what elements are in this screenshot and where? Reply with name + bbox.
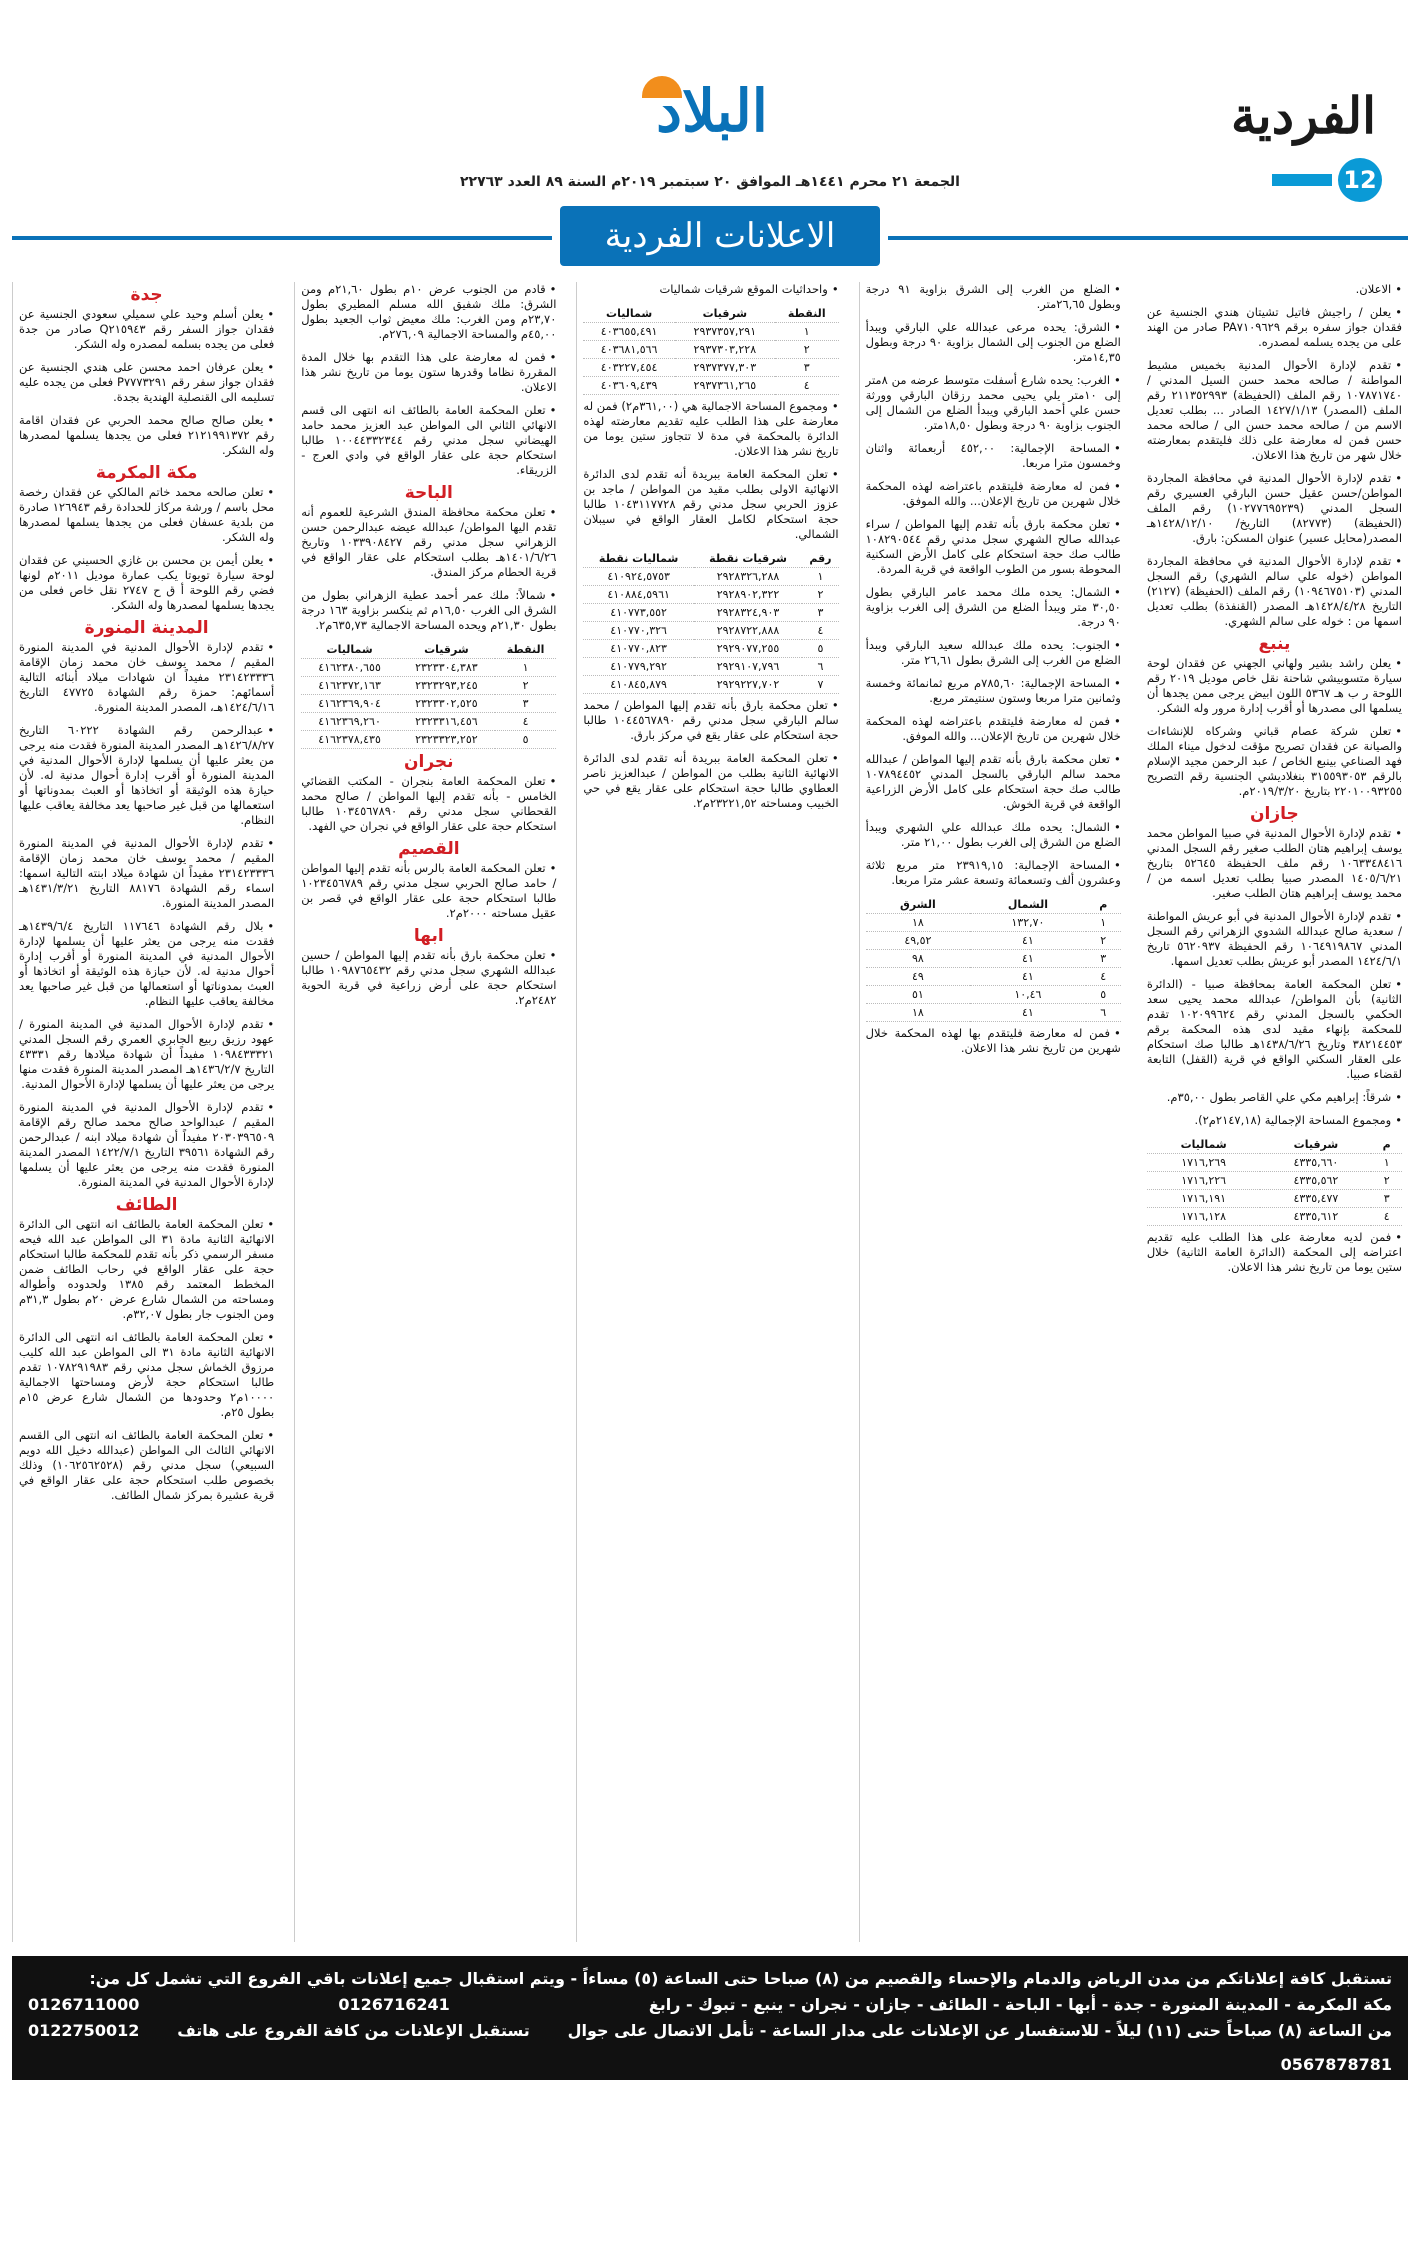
classified-ad: • تعلن محكمة بارق بأنه تقدم إليها المواطن / محمد سالم البارقي سجل مدني رقم ١٠٤٤٥٦٧٨٩٠ طالبا حجة استحكام على عقار يقع في مركز بارق. [583, 698, 838, 743]
footer-mobile[interactable]: 0567878781 [1280, 2055, 1392, 2074]
table-cell: ٢ [495, 677, 557, 695]
classified-ad: • تعلن المحكمة العامة بالطائف انه انتهى الى قسم الانهائي الثاني الى المواطن عبد العزيز محمد حامد الهيضاني سجل مدني رقم ١٠٠٤٤٣٣٢٣٤٤ طالبا استحكام حجة على عقار الواقع في وادي العرج - الزريقاء. [301, 403, 556, 478]
classified-ad: • المساحة الإجمالية: ٤٥٢,٠٠ أربعمائة واثنان وخمسون مترا مربعا. [866, 441, 1121, 471]
table-cell: ٤٩ [866, 968, 971, 986]
table-cell: ١٧١٦,١٢٨ [1147, 1208, 1261, 1226]
coordinates-table [301, 641, 556, 749]
classified-ad: • بلال رقم الشهادة ١١٧٦٤٦ التاريخ ١٤٣٩/٦/٤هـ فقدت منه يرجى من يعثر عليها أن يسلمها لإدارة الأحوال المدنية في المدينة المنورة أو أقرب إدارة أحوال مدنية له. لأن حيازة هذه الوثيقة أو اتخاذها أو العبث بمدوناتها أو استعمالها من قبل غير صاحبها يعد مخالفة يعاقب عليها النظام. [19, 919, 274, 1009]
city-heading: الباحة [404, 483, 453, 503]
table-cell: ٤٠٣٦٠٩,٤٣٩ [583, 377, 674, 395]
table-cell: ١ [1371, 1154, 1402, 1172]
classified-ad: • تقدم لإدارة الأحوال المدنية في المدينة المنورة المقيم / عبدالواحد صالح محمد صالح رقم الإقامة ٢٠٣٠٣٩٦٥٠٩ مفيداً أن شهادة ميلاد ابنه / عبدالرحمن رقم الشهادة ٣٩٥٦١ التاريخ ١٤٢٢/٧/١ المصدر المدينة المنورة فقدت منه يرجى من يعثر عليها أن يسلمها لإدارة الأحوال المدنية في المدينة المنورة. [19, 1100, 274, 1190]
classified-ad: • تعلن المحكمة العامة بالرس بأنه تقدم إليها المواطن / حامد صالح الحربي سجل مدني رقم ١٠٢٣٤٥٦٧٨٩ طالبا استحكام حجة على عقار الواقع في قصر بن عقيل مساحته ٢٠٠٠م٢. [301, 861, 556, 921]
table-row [1147, 1208, 1402, 1226]
banner-rule-right [888, 236, 1408, 240]
classified-ad: • الشمال: يحده ملك عبدالله علي الشهري ويبدأ الضلع من الشرق إلى الغرب بطول ٢١,٠٠ متر. [866, 820, 1121, 850]
classified-ad: • تقدم لإدارة الأحوال المدنية في المدينة المنورة / عهود رزيق ربيع الجابري العمري رقم السجل المدني ١٠٩٨٤٣٣٣٢١ مفيداً أن شهادة ميلادها رقم ٤٣٣٣١ التاريخ ١٤٣٦/٢/٧هـ المصدر المدينة المنورة فقدت منها يرجى من يعثر عليها أن يسلمها لإدارة الأحوال المدنية. [19, 1017, 274, 1092]
table-cell: ٤٠٣٢٢٧,٤٥٤ [583, 359, 674, 377]
table-header-cell: النقطة [495, 641, 557, 659]
table-row [583, 604, 838, 622]
table-cell: ١٧١٦,١٩١ [1147, 1190, 1261, 1208]
table-cell: ٤١٠٧٧٠,٨٢٣ [583, 640, 693, 658]
classified-ad: • تقدم لإدارة الأحوال المدنية في محافظة المجاردة المواطن/حسن عقيل حسن البارقي العسيري رقم السجل المدني (١٠٢٧٧٦٩٥٢٣٩) رقم الملف (الحفيظة) (٨٢٧٧٣) التاريخ/ ١٤٢٨/١٢/١٠هـ المصدر(محايل عسير) عنوان المسكن: بارق. [1147, 471, 1402, 546]
table-cell: ٢٩٢٩٠٧٧,٢٥٥ [694, 640, 802, 658]
table-cell: ٤١٠٧٧٠,٣٢٦ [583, 622, 693, 640]
city-heading: نجران [404, 752, 454, 772]
coordinates-table [583, 550, 838, 694]
ad-column [294, 282, 562, 1942]
table-cell: ٢٩٢٨٣٢٤,٩٠٣ [694, 604, 802, 622]
ad-column [859, 282, 1127, 1942]
table-cell: ٦ [802, 658, 838, 676]
table-cell: ٥ [495, 731, 557, 749]
classified-ad: • الاعلان. [1147, 282, 1402, 297]
table-row [583, 359, 838, 377]
classified-ad: • تعلن المحكمة العامة بنجران - المكتب القضائي الخامس - بأنه تقدم إليها المواطن / صالح محمد القحطاني سجل مدني رقم ١٠٣٤٥٦٧٨٩٠ طالبا استحكام حجة على عقار الواقع في نجران حي الفهد. [301, 774, 556, 834]
table-cell: ٤ [775, 377, 839, 395]
table-cell: ٤١ [970, 968, 1085, 986]
classified-ad: • تعلن المحكمة العامة بمحافظة صبيا - (الدائرة الثانية) بأن المواطن/ عبدالله محمد يحيى سعد الحكمي بالسجل المدني رقم ١٠٢٠٩٩٦٢٤ تقدم للمحكمة بإنهاء مقيد لدى هذه المحكمة برقم ٣٨٢١٤٤٥٣ وتاريخ ١٤٣٨/٦/٢٦هـ طالبا صك استحكام على العقار السكني الواقع في قرية (القفل) التابعة لقضاء صبيا. [1147, 977, 1402, 1082]
classified-ad: • تقدم لإدارة الأحوال المدنية في المدينة المنورة المقيم / محمد يوسف خان محمد زمان الإقامة ٢٣١٤٢٣٣٣٦ مفيداً ان شهادات ميلاد أبنائه التالية أسمائهم: حمزة رقم الشهادة ٤٧٧٢٥ التاريخ ١٤٢٤/٦/١٦هـ، المصدر المدينة المنورة. [19, 640, 274, 715]
table-header-cell: شرقيات [1260, 1136, 1371, 1154]
classified-ad: • يعلن أيمن بن محسن بن غازي الحسيني عن فقدان لوحة سيارة تويوتا يكب عمارة موديل ٢٠١١م لونها فضي رقم اللوحة أ ق ح ٢٧٤٧ نقل خاص فعلى من يجدها يسلمها لمصدرها وله الشكر. [19, 553, 274, 613]
table-cell: ١٧١٦,٢٢٦ [1147, 1172, 1261, 1190]
classified-ad: • تعلن محكمة بارق بأنه تقدم إليها المواطن / عبدالله محمد سالم البارقي بالسجل المدني ١٠٧٨٩٤٤٥٢ طالب صك حجة استحكام على كامل الأرض الزراعية الواقعة في قرية الخوش. [866, 752, 1121, 812]
classified-ad: • المساحة الإجمالية: ٧٨٥,٦٠م مربع ثمانمائة وخمسة وثمانين مترا مربعا وستون سنتيمتر مربع. [866, 676, 1121, 706]
table-cell: ٣ [775, 359, 839, 377]
classified-ad: • يعلن صالح صالح محمد الحربي عن فقدان اقامة رقم ٢١٢١٩٩١٣٧٢ فعلى من يجدها يسلمها لمصدرها وله الشكر. [19, 413, 274, 458]
table-header-cell: شرقيات نقطة [694, 550, 802, 568]
table-cell: ٤٣٣٥,٥٦٢ [1260, 1172, 1371, 1190]
classified-ad: • فمن له معارضة فليتقدم بها لهذه المحكمة خلال شهرين من تاريخ نشر هذا الاعلان. [866, 1026, 1121, 1056]
table-cell: ٢ [802, 586, 838, 604]
classified-ad: • تعلن المحكمة العامة بالطائف انه انتهى الى الدائرة الانهائية الثانية مادة ٣١ الى المواطن عبد الله كليب مرزوق الخماش سجل مدني رقم ١٠٧٨٢٩١٩٨٣ تقدم طالبا استحكام حجة لأرض ومساحتها الاجمالية ١٠٠٠٠م٢ وحدودها من الشمال شارع عرض ١٥م بطول ٢٥م. [19, 1330, 274, 1420]
table-header-row [1147, 1136, 1402, 1154]
city-heading: ابها [413, 926, 444, 946]
table-header-cell: رقم [802, 550, 838, 568]
table-row [1147, 1190, 1402, 1208]
table-row [301, 677, 556, 695]
table-cell: ٣ [802, 604, 838, 622]
table-cell: ٢ [1086, 932, 1121, 950]
table-row [583, 377, 838, 395]
city-heading: مكة المكرمة [95, 463, 198, 483]
table-row [583, 568, 838, 586]
table-row [583, 676, 838, 694]
table-cell: ٤ [1371, 1208, 1402, 1226]
dateline: الجمعة ٢١ محرم ١٤٤١هـ الموافق ٢٠ سبتمبر ٢٠١٩م السنة ٨٩ العدد ٢٢٧٦٣ [460, 174, 960, 190]
classified-ad: • عبدالرحمن رقم الشهادة ٦٠٢٢٢ التاريخ ١٤٢٦/٨/٢٧هـ المصدر المدينة المنورة فقدت منه يرجى من يعثر عليها أن يسلمها لإدارة الأحوال المدنية في المدينة المنورة أو أقرب إدارة أحوال مدنية له. لأن حيازة هذه الوثيقة أو اتخاذها أو العبث بمدوناتها أو استعمالها من قبل غير صاحبها يعد مخالفة يعاقب عليها النظام. [19, 723, 274, 828]
table-cell: ٤١ [970, 950, 1085, 968]
table-cell: ٢٩٢٨٧٢٢,٨٨٨ [694, 622, 802, 640]
table-header-cell: شرقيات [675, 305, 775, 323]
table-cell: ١ [1086, 914, 1121, 932]
classified-ad: • يعلن / راجيش فاتيل تشيتان هندي الجنسية عن فقدان جواز سفره برقم PA٧١٠٩٦٢٩ صادر من الهند على من يجده يسلمه لمصدره. [1147, 305, 1402, 350]
section-banner: الاعلانات الفردية [560, 206, 880, 266]
footer-phone-2[interactable]: 0122750012 [28, 2021, 140, 2040]
classified-ad: • ومجموع المساحة الإجمالية (٢١٤٧,١٨م٢). [1147, 1113, 1402, 1128]
table-cell: ٣ [1371, 1190, 1402, 1208]
table-cell: ٢٩٢٨٣٢٦,٢٨٨ [694, 568, 802, 586]
classified-ad: • تقدم لإدارة الأحوال المدنية في محافظة المجاردة المواطن (خوله علي سالم الشهري) رقم السجل المدني (١٠٩٤٦٧٥١٠٣) رقم الملف (الحفيظة) (٢١٢٧) التاريخ ١٤٢٨/٤/٢٨هـ المصدر (القنفذة) بطلب تعديل اسمها من : خوله على سالم الشهري. [1147, 554, 1402, 629]
footer-fax[interactable]: 0126716241 [338, 1995, 450, 2014]
table-cell: ١ [495, 659, 557, 677]
classified-ad: • فمن لديه معارضة على هذا الطلب عليه تقديم اعتراضه إلى المحكمة (الدائرة العامة الثانية) خلال ستين يوما من تاريخ نشر هذا الاعلان. [1147, 1230, 1402, 1275]
table-cell: ٤٩,٥٢ [866, 932, 971, 950]
table-cell: ٢٩٢٩٢٢٧,٧٠٢ [694, 676, 802, 694]
table-cell: ٢٣٢٣٣٢٣,٢٥٢ [398, 731, 495, 749]
table-cell: ٢ [1371, 1172, 1402, 1190]
classified-ad: • تقدم لإدارة الأحوال المدنية في المدينة المنورة المقيم / محمد يوسف خان محمد زمان الإقامة ٢٣١٤٢٣٣٣٦ مفيداً ان شهادة ميلاد ابنته التالية اسمها: اسماء رقم الشهادة ٨٨١٧٦ التاريخ ١٤٣١/٣/٢١هـ المصدر المدينة المنورة. [19, 836, 274, 911]
table-row [301, 731, 556, 749]
classified-ad: • تعلن المحكمة العامة ببريدة أنه تقدم لدى الدائرة الانهائية الثانية بطلب من المواطن / عبدالعزيز ناصر العطاوي طالبا حجة استحكام على عقار يقع في حي الخبيب ومساحته ٢٣٢٢١,٥٢م٢. [583, 751, 838, 811]
page-header [0, 70, 1420, 194]
table-header-row [583, 305, 838, 323]
classified-ad: • الضلع من الغرب إلى الشرق بزاوية ٩١ درجة وبطول ٢٦,٦٥متر. [866, 282, 1121, 312]
classified-ad: • الشمال: يحده ملك محمد عامر البارقي بطول ٣٠,٥٠ متر ويبدأ الضلع من الشرق إلى الغرب بزاوية ٩٠ درجة. [866, 585, 1121, 630]
classified-ad: • تعلن صالحه محمد خاتم المالكي عن فقدان رخصة محل باسم / ورشة مركاز للحدادة رقم ١٢٦٩٤٣ صادرة من بلدية عسفان فعلى من يجدها يسلمها لمصدرها وله الشكر. [19, 485, 274, 545]
table-cell: ٤٣٣٥,٦٦٠ [1260, 1154, 1371, 1172]
table-header-cell: الشمال [970, 896, 1085, 914]
table-row [301, 713, 556, 731]
city-heading: الطائف [115, 1195, 178, 1215]
table-cell: ٤١٦٢٣٦٩,٢٦٠ [301, 713, 398, 731]
table-cell: ٩٨ [866, 950, 971, 968]
classified-ad: • يعلن أسلم وحيد علي سميلي سعودي الجنسية عن فقدان جواز السفر رقم Q٢١٥٩٤٣ صادر من جدة فعلى من يجده بسلمه لمصدره وله الشكر. [19, 307, 274, 352]
table-cell: ٢٩٣٧٣٧٧,٣٠٣ [675, 359, 775, 377]
table-cell: ٤١٠٨٤٥,٨٧٩ [583, 676, 693, 694]
table-cell: ١٠,٤٦ [970, 986, 1085, 1004]
table-cell: ٢٣٢٣٣٠٢,٥٢٥ [398, 695, 495, 713]
table-header-cell: النقطة [775, 305, 839, 323]
classified-ad: • تقدم لإدارة الأحوال المدنية في صبيا المواطن محمد يوسف إبراهيم هتان الطلب صغير رقم السجل المدني ١٠٦٣٣٤٨٤١٦ رقم ملف الحفيظة ٥٢٦٤٥ بتاريخ ١٤٠٥/٦/٢١ المصدر صبيا بطلب تعديل اسمه من / محمد يوسف إبراهيم هتان الطلب صغير. [1147, 826, 1402, 901]
table-cell: ٤٠٣٦٥٥,٤٩١ [583, 323, 674, 341]
classified-ad: • فمن له معارضة فليتقدم باعتراضه لهذه المحكمة خلال شهرين من تاريخ الإعلان... والله الموفق. [866, 714, 1121, 744]
table-header-row [583, 550, 838, 568]
coordinates-table [1147, 1136, 1402, 1226]
classified-ad: • المساحة الإجمالية: ٢٣٩١٩,١٥ متر مربع ثلاثة وعشرون ألف وتسعمائة وتسعة عشر مترا مربعا. [866, 858, 1121, 888]
newspaper-logo [612, 76, 812, 156]
table-header-cell: شماليات نقطة [583, 550, 693, 568]
table-cell: ٢٩٢٩١٠٧,٧٩٦ [694, 658, 802, 676]
city-heading: ينبع [1258, 634, 1291, 654]
table-cell: ٤١٠٩٢٤,٥٧٥٣ [583, 568, 693, 586]
classified-ad: • تعلن محكمة محافظة المندق الشرعية للعموم أنه تقدم اليها المواطن/ عبدالله عيضه عبدالرحمن حسن الزهراني سجل مدني رقم ١٠٣٣٩٠٨٤٢٧ وتاريخ ١٤٠١/٦/٢٦هـ بطلب استحكام على عقار الواقع في قرية الحطام مركز المندق. [301, 505, 556, 580]
classified-ad: • تعلن شركة عصام قباني وشركاه للإنشاءات والصيانة عن فقدان تصريح مؤقت لدخول ميناء الملك فهد الصناعي بينبع الخاص / عبد الرحمن مجيد الإسلام بالرقم ٣١٥٥٩٣٠٥٣ بنغلاديشي الجنسية رقم التصريح ٢٢٠١٠٠٩٣٢٥٥ بتاريخ ٢٠١٩/٣/٢٠م. [1147, 724, 1402, 799]
table-cell: ٣ [495, 695, 557, 713]
table-cell: ١ [802, 568, 838, 586]
table-row [866, 932, 1121, 950]
table-row [301, 659, 556, 677]
table-row [1147, 1172, 1402, 1190]
city-heading: المدينة المنورة [84, 618, 209, 638]
classified-ad: • يعلن عرفان احمد محسن على هندي الجنسية عن فقدان جواز سفر رقم P٧٧٧٣٢٩١ فعلى من يجده عليه تسليمه الى القنصلية الهندية بجدة. [19, 360, 274, 405]
table-header-cell: شماليات [301, 641, 398, 659]
city-heading: القصيم [398, 839, 460, 859]
classified-ad: • فمن له معارضة على هذا التقدم بها خلال المدة المقررة نظاما وقدرها ستون يوما من تاريخ نشر هذا الاعلان. [301, 350, 556, 395]
table-row [583, 586, 838, 604]
table-cell: ٦ [1086, 1004, 1121, 1022]
coordinates-table [866, 896, 1121, 1022]
logo-text: البلاد [656, 77, 768, 145]
classified-ad: • فمن له معارضة فليتقدم باعتراضه لهذه المحكمة خلال شهرين من تاريخ الإعلان... والله الموفق. [866, 479, 1121, 509]
classified-ad: • يعلن راشد بشير ولهاني الجهني عن فقدان لوحة سيارة متسوبيشي شاحنة نقل خاص موديل ٢٠١٩ رقم اللوحة ر ب هـ ٥٣٦٧ اللون ابيض يرجى ممن يجدها أن يسلمها الى مصدرها أو أقرب إدارة مرور وله الشكر. [1147, 656, 1402, 716]
classified-ad: • ومجموع المساحة الاجمالية هي (٣٦١,٠٠م٢) فمن له معارضة على هذا الطلب عليه تقديم معارضته لهذه الدائرة بالمحكمة في مدة لا تتجاوز ستين يوما من تاريخ نشر هذا الاعلان. [583, 399, 838, 459]
table-cell: ٤١ [970, 1004, 1085, 1022]
table-cell: ٢٩٢٨٩٠٢,٣٢٢ [694, 586, 802, 604]
table-row [866, 968, 1121, 986]
footer-line-3: تستقبل الإعلانات من كافة الفروع على هاتف [177, 2021, 530, 2040]
table-cell: ٥ [802, 640, 838, 658]
table-header-cell: شرقيات [398, 641, 495, 659]
table-cell: ٤١٦٢٣٧٢,١٦٣ [301, 677, 398, 695]
table-row [583, 341, 838, 359]
coordinates-table [583, 305, 838, 395]
classified-ad: • تعلن المحكمة العامة ببريدة أنه تقدم لدى الدائرة الانهائية الاولى بطلب مقيد من المواطن / ماجد بن عزوز الحربي سجل مدني رقم ١٠٤٣١١٧٧٢٨ طالبا حجة استحكام لكامل العقار الواقع في سيبلان الشمالي. [583, 467, 838, 542]
footer-line-1: تستقبل كافة إعلاناتكم من مدن الرياض والدمام والإحساء والقصيم من (٨) صباحا حتى الساعة (٥) مساءاً - ويتم استقبال جميع إعلانات باقي الفروع التي تشمل كل من: [89, 1969, 1392, 1988]
banner-rule-left [12, 236, 552, 240]
classified-ad: • تعلن محكمة بارق بأنه تقدم إليها المواطن / حسين عبدالله الشهري سجل مدني رقم ١٠٩٨٧٦٥٤٣٢ طالبا استحكام حجة على أرض زراعية في قرية الحوية ٢٤٨٢م٢. [301, 948, 556, 1008]
table-cell: ٤ [1086, 968, 1121, 986]
table-header-cell: م [1371, 1136, 1402, 1154]
classified-ad: • تعلن المحكمة العامة بالطائف انه انتهى الى القسم الانهائي الثالث الى المواطن (عبدالله دخيل الله دويم السبيعي) سجل مدني رقم (١٠٦٢٥٦٢٥٢٨) وذلك بخصوص طلب استحكام حجة على عقار الواقع في قرية عشيرة بمركز شمال الطائف. [19, 1428, 274, 1503]
table-row [866, 914, 1121, 932]
table-header-cell: م [1086, 896, 1121, 914]
table-cell: ١٣٢,٧٠ [970, 914, 1085, 932]
table-header-cell: شماليات [583, 305, 674, 323]
table-cell: ١٧١٦,٢٦٩ [1147, 1154, 1261, 1172]
table-cell: ٤١٠٨٨٤,٥٩٦١ [583, 586, 693, 604]
footer-contacts [28, 1992, 1392, 2018]
table-cell: ٤ [495, 713, 557, 731]
table-cell: ٤٠٣٦٨١,٥٦٦ [583, 341, 674, 359]
table-cell: ١٨ [866, 1004, 971, 1022]
table-row [301, 695, 556, 713]
ad-column [1141, 282, 1408, 1942]
table-cell: ٤٣٣٥,٤٧٧ [1260, 1190, 1371, 1208]
footer-contacts-2 [28, 2018, 1392, 2078]
ads-footer [12, 1956, 1408, 2080]
table-cell: ٥ [1086, 986, 1121, 1004]
table-cell: ٢٣٢٣٣١٦,٤٥٦ [398, 713, 495, 731]
table-cell: ٢٩٣٧٣٠٣,٢٢٨ [675, 341, 775, 359]
table-row [1147, 1154, 1402, 1172]
table-cell: ٤١٠٧٧٣,٥٥٢ [583, 604, 693, 622]
table-row [583, 622, 838, 640]
table-cell: ٤٣٣٥,٦١٢ [1260, 1208, 1371, 1226]
table-cell: ٢٣٢٣٢٩٣,٢٤٥ [398, 677, 495, 695]
table-cell: ٤١٦٢٣٦٩,٩٠٤ [301, 695, 398, 713]
ad-column [576, 282, 844, 1942]
table-row [866, 986, 1121, 1004]
table-cell: ٢٩٣٧٣٦١,٢٦٥ [675, 377, 775, 395]
table-row [866, 1004, 1121, 1022]
classified-ad: • شمالاً: ملك عمر أحمد عطية الزهراني بطول من الشرق الى الغرب ١٦,٥٠م ثم ينكسر بزاوية ١٦٣ درجة بطول ٢١,٣٠م ويحده المساحة الاجمالية ٦٣٥,٧٣م٢. [301, 588, 556, 633]
footer-phone-1[interactable]: 0126711000 [28, 1995, 140, 2014]
footer-line-4: من الساعة (٨) صباحاً حتى (١١) ليلاً - للاستفسار عن الإعلانات على مدار الساعة - تأمل الاتصال على جوال [567, 2021, 1392, 2040]
table-cell: ٢ [775, 341, 839, 359]
table-cell: ٥١ [866, 986, 971, 1004]
table-cell: ٣ [1086, 950, 1121, 968]
page-badge-bar [1272, 174, 1332, 186]
classified-ad: • قادم من الجنوب عرض ١٠م بطول ٢١,٦٠م ومن الشرق: ملك شفيق الله مسلم المطيري بطول ٢٣,٧٠م ومن الغرب: ملك معيض ثواب الجعيد بطول ٤٥,٠٠م والمساحة الاجمالية ٢٧٦,٠٩م. [301, 282, 556, 342]
page-number-badge: 12 [1338, 158, 1382, 202]
table-cell: ٢٣٢٣٣٠٤,٣٨٣ [398, 659, 495, 677]
table-header-cell: شماليات [1147, 1136, 1261, 1154]
classified-ad: • تعلن المحكمة العامة بالطائف انه انتهى الى الدائرة الانهائية الثانية مادة ٣١ الى المواطن عبد الله فيحه مسفر الرسمي ذكر بأنه تقدم للمحكمة طالبا استحكام حجة على عقار الواقع في رحاب الطائف ضمن المخطط المعتمد رقم ١٣٨٥ ولحدوده وأطواله ومساحته من الشمال شارع عرض ٢٠م بطول ٣١,٣م ومن الجنوب جار بطول ٣٢,٠٧م. [19, 1217, 274, 1322]
table-cell: ١ [775, 323, 839, 341]
table-cell: ٧ [802, 676, 838, 694]
ad-columns [12, 282, 1408, 1942]
table-cell: ٤١ [970, 932, 1085, 950]
classified-ad: • الشرق: يحده مرعى عبدالله علي البارقي ويبدأ الضلع من الجنوب إلى الشمال بزاوية ٩٠ درجة وبطول ١٤,٣٥متر. [866, 320, 1121, 365]
classified-ad: • تقدم لإدارة الأحوال المدنية بخميس مشيط المواطنة / صالحه محمد حسن السيل المدني / ١٠٧٨٧١٧٤٠ رقم الملف (الحفيظة) ٢١١٣٥٢٩٩٣ رقم الملف (المصدر) ١٤٢٧/١/١٣ الصادر ... بطلب تعديل الاسم من / صالحه محمد حسن الى / صالحه محمد حسن فمن له معارضة على ذلك فليتقدم بمعارضته خلال شهر من تاريخ هذا الاعلان. [1147, 358, 1402, 463]
table-cell: ٤١٦٢٣٧٨,٤٣٥ [301, 731, 398, 749]
ad-column [12, 282, 280, 1942]
city-heading: جدة [130, 285, 163, 305]
table-cell: ٤ [802, 622, 838, 640]
classified-ad: • شرقاً: إبراهيم مكي علي القاصر بطول ٣٥,٠٠م. [1147, 1090, 1402, 1105]
classified-ad: • تقدم لإدارة الأحوال المدنية في أبو عريش المواطنة / سعدية صالح عبدالله الشدوي الزهراني رقم السجل المدني ١٠٦٤٩١٩٨٦٧ رقم الحفيظة ٥٦٢٠٩٣٧ تاريخ ١٤٢٤/٦/١ المصدر أبو عريش بطلب تعديل اسمها. [1147, 909, 1402, 969]
classified-ad: • واحداثيات الموقع شرقيات شماليات [583, 282, 838, 297]
classified-ad: • الجنوب: يحده ملك عبدالله سعيد البارقي ويبدأ الضلع من الغرب إلى الشرق بطول ٢٦,٦١ متر. [866, 638, 1121, 668]
table-header-row [866, 896, 1121, 914]
table-row [583, 323, 838, 341]
table-cell: ١٨ [866, 914, 971, 932]
table-header-row [301, 641, 556, 659]
table-cell: ٢٩٣٧٣٥٧,٢٩١ [675, 323, 775, 341]
classified-ad: • تعلن محكمة بارق بأنه تقدم إليها المواطن / سراء عبدالله صالح الشهري سجل مدني رقم ١٠٨٢٩٠٥٤٤ طالب صك حجة استحكام على كامل الأرض السكنية المحوطة بسور من الطوب الواقعة في قرية المردة. [866, 517, 1121, 577]
section-title: الفردية [1231, 86, 1376, 145]
classified-ad: • الغرب: يحده شارع أسفلت متوسط عرضه من ٨متر إلى ١٠متر يلي يحيى محمد رزقان البارقي وورثة حسن علي أحمد البارقي ويبدأ الضلع من الشمال إلى الجنوب بزاوية ٩٠ درجة وبطول ١٨,٥٠متر. [866, 373, 1121, 433]
city-heading: جازان [1250, 804, 1299, 824]
table-row [583, 658, 838, 676]
table-header-cell: الشرق [866, 896, 971, 914]
table-cell: ٤١٦٢٣٨٠,٦٥٥ [301, 659, 398, 677]
table-row [583, 640, 838, 658]
table-cell: ٤١٠٧٧٩,٢٩٢ [583, 658, 693, 676]
footer-cities: مكة المكرمة - المدينة المنورة - جدة - أبها - الباحة - الطائف - جازان - نجران - ينبع - تبوك - رابغ [648, 1995, 1392, 2014]
table-row [866, 950, 1121, 968]
